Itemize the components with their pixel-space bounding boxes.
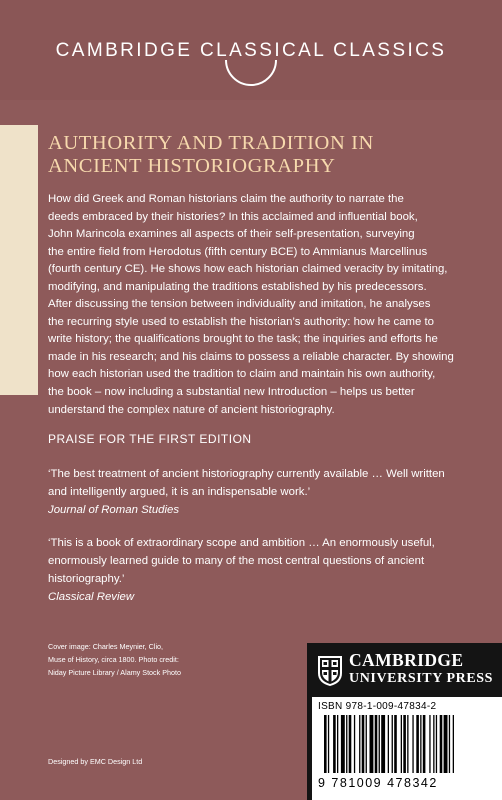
designer-credit: Designed by EMC Design Ltd xyxy=(48,757,143,766)
book-title-line-2: ANCIENT HISTORIOGRAPHY xyxy=(48,155,336,177)
barcode-bar xyxy=(403,715,406,773)
barcode-graphic xyxy=(312,715,502,777)
credit-line: Niday Picture Library / Alamy Stock Photo xyxy=(48,668,182,678)
quote-line: historiography.’ xyxy=(48,573,125,585)
barcode-bar xyxy=(392,715,393,773)
barcode-digits: 9 781009 478342 xyxy=(318,776,438,790)
barcode-bar xyxy=(328,715,329,773)
barcode-bar xyxy=(341,715,345,773)
barcode-bar xyxy=(433,715,434,773)
barcode-bar xyxy=(346,715,347,773)
book-title-line-1: AUTHORITY AND TRADITION IN xyxy=(48,132,374,154)
cambridge-crest-icon xyxy=(317,655,343,687)
blurb-line: After discussing the tension between individuality and imitation, he analyses xyxy=(48,298,431,311)
blurb-line: the entire field from Herodotus (fifth century BCE) to Ammianus Marcellinus xyxy=(48,245,428,258)
barcode-bar xyxy=(449,715,450,773)
barcode-bar xyxy=(333,715,336,773)
series-arc-ornament xyxy=(222,56,280,114)
blurb-line: (fourth century CE). He shows how each historian claimed veracity by imitating, xyxy=(48,263,448,276)
barcode-bar xyxy=(381,715,385,773)
quote-line: and intelligently argued, it is an indispensable work.’ xyxy=(48,486,311,498)
barcode-bar xyxy=(366,715,367,773)
isbn-text: ISBN 978-1-009-47834-2 xyxy=(318,701,437,712)
barcode-bar xyxy=(423,715,426,773)
barcode-bar xyxy=(412,715,413,773)
barcode-bar xyxy=(324,715,327,773)
credit-line: Cover image: Charles Meynier, Clio, xyxy=(48,642,164,651)
series-header xyxy=(0,0,502,100)
quote-line: enormously learned guide to many of the most central questions of ancient xyxy=(48,555,425,567)
barcode-bar xyxy=(370,715,374,773)
barcode-bar xyxy=(354,715,355,773)
cream-accent-strip xyxy=(0,125,38,395)
cover-image-credit xyxy=(48,640,268,680)
barcode-bar xyxy=(362,715,365,773)
quote-line: ‘The best treatment of ancient historiography currently available … Well written xyxy=(48,468,445,480)
barcode-bar xyxy=(349,715,352,773)
quote-source: Journal of Roman Studies xyxy=(48,504,180,516)
barcode-bar xyxy=(388,715,389,773)
barcode-bar xyxy=(401,715,402,773)
blurb-line: modifying, and manipulating the traditions established by his predecessors. xyxy=(48,280,427,293)
praise-heading: PRAISE FOR THE FIRST EDITION xyxy=(48,432,252,446)
blurb-line: How did Greek and Roman historians claim the authority to narrate the xyxy=(48,193,404,205)
blurb-line: how each historian used the tradition to claim and maintain his own authority, xyxy=(48,368,436,381)
barcode-bar xyxy=(359,715,360,773)
publisher-name-line-2: UNIVERSITY PRESS xyxy=(349,671,494,686)
barcode-bar xyxy=(407,715,408,773)
blurb-line: the book – now including a substantial new Introduction – helps us better xyxy=(48,386,415,399)
book-title xyxy=(48,132,478,178)
blurb-line: understand the complex nature of ancient historiography. xyxy=(48,403,335,416)
quote-source: Classical Review xyxy=(48,591,135,603)
blurb-line: made in his research; and his claims to possess a reliable character. By showing xyxy=(48,350,454,363)
blurb-line: John Marincola examines all aspects of their self-presentation, surveying xyxy=(48,228,415,241)
barcode-bar xyxy=(375,715,378,773)
barcode-bar xyxy=(429,715,430,773)
barcode-bar xyxy=(444,715,448,773)
blurb-line: write history; the qualifications brought to the task; the inquiries and efforts he xyxy=(48,333,438,346)
book-blurb xyxy=(48,191,472,419)
quote-line: ‘This is a book of extraordinary scope and ambition … An enormously useful, xyxy=(48,537,435,549)
barcode-bar xyxy=(436,715,437,773)
barcode-bar xyxy=(394,715,397,773)
barcode-bar xyxy=(440,715,443,773)
barcode-bar xyxy=(420,715,421,773)
barcode-panel xyxy=(312,697,502,800)
praise-quote-1 xyxy=(48,465,478,519)
blurb-line: the recurring style used to establish the historian’s authority: how he came to xyxy=(48,315,435,328)
publisher-name-line-1: CAMBRIDGE xyxy=(349,650,464,670)
blurb-line: deeds embraced by their histories? In this acclaimed and influential book, xyxy=(48,210,418,223)
series-title: CAMBRIDGE CLASSICAL CLASSICS xyxy=(55,40,447,61)
credit-line: Muse of History, circa 1800. Photo credit: xyxy=(48,655,179,665)
barcode-bar xyxy=(416,715,419,773)
praise-quote-2 xyxy=(48,534,478,606)
barcode-bar xyxy=(379,715,380,773)
barcode-bar xyxy=(453,715,454,773)
barcode-bar xyxy=(337,715,338,773)
